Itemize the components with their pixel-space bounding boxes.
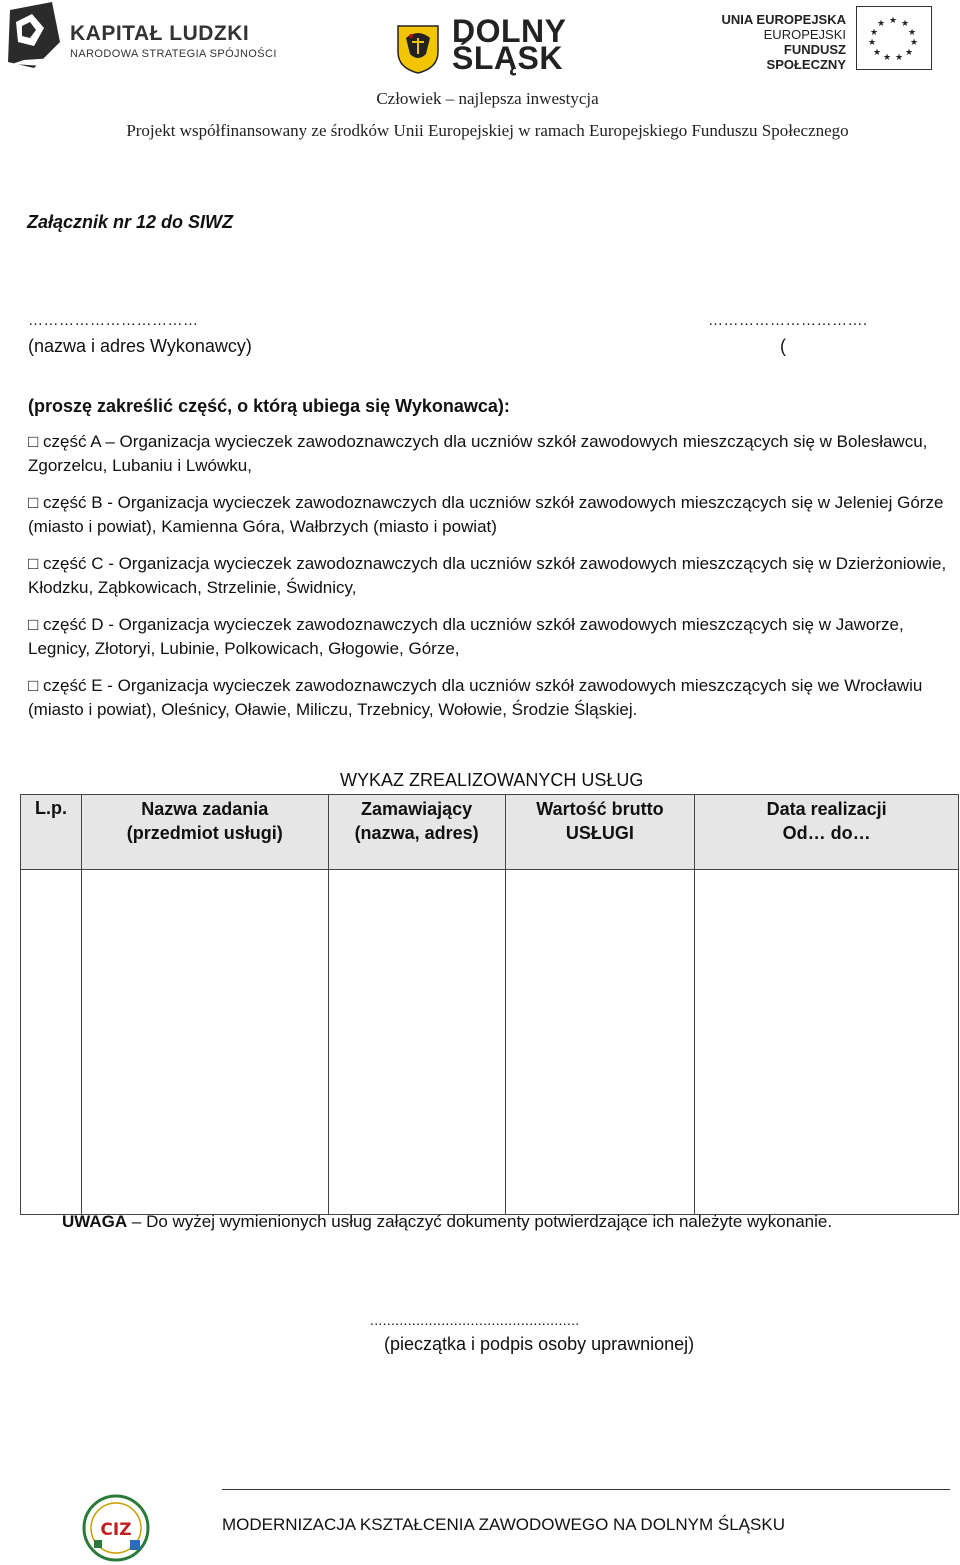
svg-text:★: ★ <box>876 19 886 29</box>
logo-ue-line1: UNIA EUROPEJSKA <box>721 12 846 27</box>
svg-text:★: ★ <box>869 28 879 38</box>
part-item-e <box>28 674 953 722</box>
logo-ue-line3: FUNDUSZ SPOŁECZNY <box>766 42 846 72</box>
part-text: część A – Organizacja wycieczek zawodoznawczych dla uczniów szkół zawodowych mieszczących się w Bolesławcu, Zgorzelcu, Lubaniu i Lwówku, <box>28 432 928 475</box>
column-header-line2: (nazwa, adres) <box>354 823 479 843</box>
logo-kl-line1: KAPITAŁ LUDZKI <box>70 22 250 45</box>
part-item-c <box>28 552 953 600</box>
table-caption: WYKAZ ZREALIZOWANYCH USŁUG <box>340 770 644 790</box>
part-item-a <box>28 430 953 478</box>
eu-logo-text <box>718 12 846 72</box>
signature-caption: (pieczątka i podpis osoby uprawnionej) <box>384 1334 695 1354</box>
part-checkbox[interactable]: □ <box>28 432 39 451</box>
parts-list <box>28 430 953 735</box>
ciz-logo-text: CIZ <box>100 1520 132 1540</box>
svg-text:★: ★ <box>904 48 914 58</box>
header-project-line: Projekt współfinansowany ze środków Unii Europejskiej w ramach Europejskiego Funduszu Społecznego <box>126 121 849 140</box>
dolny-slask-logo-text <box>452 13 567 76</box>
services-table <box>20 794 959 1215</box>
table-cell[interactable] <box>81 870 328 1215</box>
column-header-line1: Nazwa zadania <box>141 799 269 819</box>
svg-text:★: ★ <box>900 19 910 29</box>
table-cell[interactable] <box>505 870 695 1215</box>
part-text: część B - Organizacja wycieczek zawodoznawczych dla uczniów szkół zawodowych mieszczących się w Jeleniej Górze (miasto i powiat), Kamienna Góra, Wałbrzych (miasto i powiat) <box>28 493 944 536</box>
column-header-line1: Data realizacji <box>766 799 887 819</box>
table-cell[interactable] <box>695 870 959 1215</box>
svg-text:★: ★ <box>894 53 904 63</box>
column-header-gross-value <box>505 795 695 870</box>
dolny-slask-coat-of-arms-icon <box>396 24 440 74</box>
logo-ds-line1: DOLNY <box>452 13 567 49</box>
contractor-address-label: (nazwa i adres Wykonawcy) <box>28 336 252 356</box>
part-text: część D - Organizacja wycieczek zawodoznawczych dla uczniów szkół zawodowych mieszczących się w Jaworze, Legnicy, Złotoryi, Lubinie, Polkowicach, Głogowie, Górze, <box>28 615 904 658</box>
column-header-task-name <box>81 795 328 870</box>
contractor-right-paren: ( <box>780 336 786 356</box>
part-checkbox[interactable]: □ <box>28 554 39 573</box>
column-header-lp <box>21 795 82 870</box>
svg-text:★: ★ <box>882 53 892 63</box>
column-header-line2: (przedmiot usługi) <box>126 823 283 843</box>
contractor-dots-left: …………………………… <box>28 312 199 329</box>
table-row <box>21 870 959 1215</box>
svg-text:★: ★ <box>867 38 877 48</box>
svg-text:★: ★ <box>909 38 919 48</box>
column-header-line1: Wartość brutto <box>536 799 664 819</box>
column-header-line2: USŁUGI <box>565 823 634 843</box>
signature-dots: .................................................. <box>370 1312 580 1328</box>
column-header-line2: Od… do… <box>782 823 871 843</box>
svg-text:★: ★ <box>907 28 917 38</box>
logo-kl-line2: NARODOWA STRATEGIA SPÓJNOŚCI <box>70 48 277 60</box>
logo-ue-line2: EUROPEJSKI <box>763 27 846 42</box>
column-header-line1: L.p. <box>34 798 67 818</box>
contractor-dots-right: …………………………. <box>708 312 868 329</box>
eu-flag-icon <box>856 6 932 70</box>
logo-ds-line2: ŚLĄSK <box>452 40 563 76</box>
svg-text:★: ★ <box>888 16 898 26</box>
footer-divider <box>222 1489 950 1490</box>
note-text: – Do wyżej wymienionych usług załączyć dokumenty potwierdzające ich należyte wykonanie. <box>127 1212 833 1231</box>
ciz-logo-icon <box>80 1494 152 1562</box>
kapital-ludzki-emblem-icon <box>4 2 66 72</box>
instruction-heading: (proszę zakreślić część, o którą ubiega się Wykonawca): <box>28 396 510 416</box>
column-header-client <box>328 795 505 870</box>
part-checkbox[interactable]: □ <box>28 676 39 695</box>
note <box>62 1212 832 1232</box>
part-text: część E - Organizacja wycieczek zawodoznawczych dla uczniów szkół zawodowych mieszczących się we Wrocławiu (miasto i powiat), Oleśnicy, Oławie, Miliczu, Trzebnicy, Wołowie, Środzie Śląskiej. <box>28 676 923 719</box>
footer-text: MODERNIZACJA KSZTAŁCENIA ZAWODOWEGO NA DOLNYM ŚLĄSKU <box>222 1515 785 1534</box>
part-item-d <box>28 613 953 661</box>
table-cell[interactable] <box>328 870 505 1215</box>
table-cell[interactable] <box>21 870 82 1215</box>
part-checkbox[interactable]: □ <box>28 493 39 512</box>
part-checkbox[interactable]: □ <box>28 615 39 634</box>
column-header-line1: Zamawiający <box>361 799 473 819</box>
column-header-date <box>695 795 959 870</box>
table-header-row <box>21 795 959 870</box>
part-text: część C - Organizacja wycieczek zawodoznawczych dla uczniów szkół zawodowych mieszczących się w Dzierżoniowie, Kłodzku, Ząbkowicach, Strzelinie, Świdnicy, <box>28 554 947 597</box>
part-item-b <box>28 491 953 539</box>
note-label: UWAGA <box>62 1212 128 1231</box>
attachment-title: Załącznik nr 12 do SIWZ <box>27 212 234 232</box>
header-slogan: Człowiek – najlepsza inwestycja <box>376 89 599 108</box>
svg-text:★: ★ <box>872 48 882 58</box>
